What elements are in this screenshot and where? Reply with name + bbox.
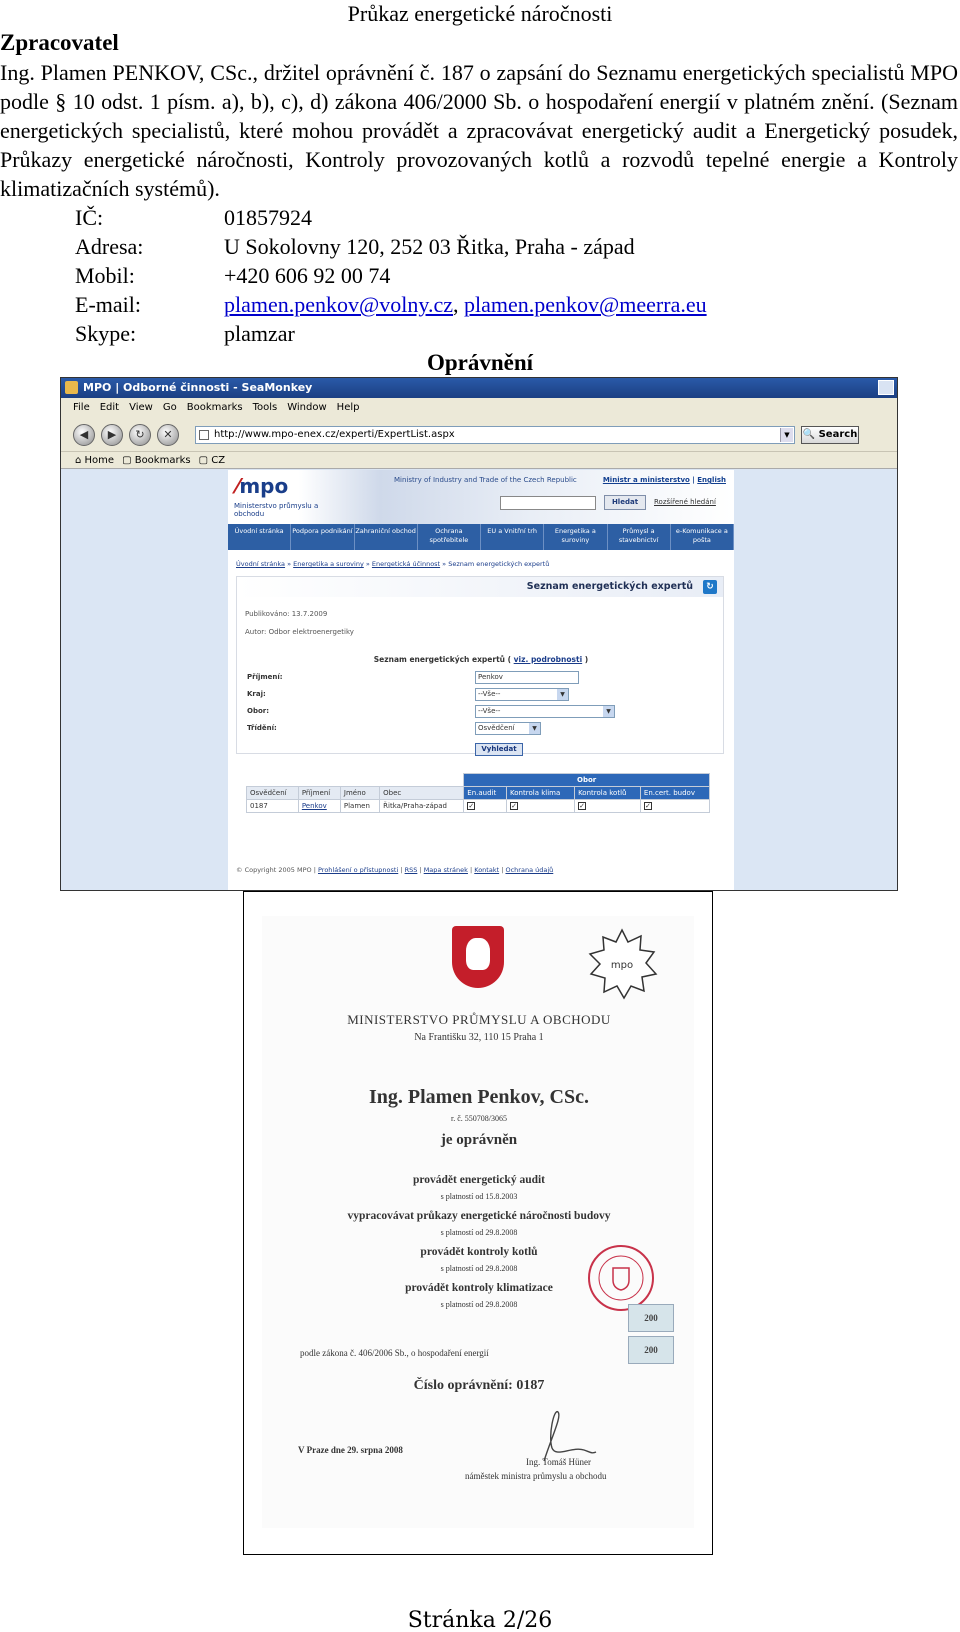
opravneni-heading: Oprávnění xyxy=(426,350,534,375)
crumb-sep-2: » xyxy=(363,560,372,568)
certificate-item: vypracovávat průkazy energetické náročnosti budovy xyxy=(347,1210,611,1222)
contact-ic xyxy=(75,203,707,232)
advanced-search-link[interactable]: Rozšířené hledání xyxy=(654,498,716,506)
box-title-text: Seznam energetických expertů xyxy=(526,581,693,592)
contact-block xyxy=(75,203,707,348)
checkbox-checked-icon: ✓ xyxy=(511,802,517,810)
table-group-header xyxy=(247,774,710,787)
contact-address xyxy=(75,232,707,261)
mpo-logo[interactable]: ⁄mpo xyxy=(236,474,289,498)
footer-link-rss[interactable]: RSS xyxy=(404,866,418,874)
footer-sep-1: | xyxy=(398,866,405,874)
mpo-seal-icon xyxy=(586,928,658,1000)
col-en-audit: En.audit xyxy=(464,787,507,800)
crumb-current: Seznam energetických expertů xyxy=(448,560,550,568)
browser-window-title: MPO | Odborné činnosti - SeaMonkey xyxy=(83,381,313,394)
bookmark-cz-label: CZ xyxy=(211,455,226,466)
certificate-validity: s platností od 29.8.2008 xyxy=(440,1300,518,1309)
site-footer xyxy=(236,866,553,874)
certificate-validity: s platností od 29.8.2008 xyxy=(440,1228,518,1237)
url-input[interactable] xyxy=(195,426,795,444)
document-header: Průkaz energetické náročnosti xyxy=(347,1,613,26)
footer-link-mapa[interactable]: Mapa stránek xyxy=(423,866,468,874)
url-text: http://www.mpo-enex.cz/experti/ExpertList.aspx xyxy=(214,428,455,440)
mobile-value: +420 606 92 00 74 xyxy=(224,263,391,288)
browser-menu-bar xyxy=(61,398,897,418)
footer-sep-4: | xyxy=(499,866,506,874)
checkbox-checked-icon: ✓ xyxy=(468,802,475,810)
bookmark-bookmarks-label: Bookmarks xyxy=(134,455,191,466)
browser-title-bar xyxy=(61,378,897,398)
nav-zahranicni[interactable]: Zahraniční obchod xyxy=(355,524,418,550)
footer-link-pristupnost[interactable]: Prohlášení o přístupnosti xyxy=(317,866,399,874)
top-links xyxy=(603,476,726,484)
vyhledat-button[interactable]: Vyhledat xyxy=(475,743,523,756)
author: Autor: Odbor elektroenergetiky xyxy=(245,628,354,636)
cell-obec: Řitka/Praha-západ xyxy=(380,800,464,813)
certificate-name: Ing. Plamen Penkov, CSc. xyxy=(368,1086,590,1108)
official-stamp-icon xyxy=(586,1243,656,1313)
bookmark-home-label: Home xyxy=(84,455,115,466)
certificate-date: V Praze dne 29. srpna 2008 xyxy=(298,1445,403,1455)
crumb-sep-3: » xyxy=(440,560,449,568)
certificate-image xyxy=(243,891,713,1555)
menu-tools[interactable]: Tools xyxy=(252,402,278,413)
kraj-value: --Vše-- xyxy=(478,690,501,698)
breadcrumb xyxy=(236,560,549,568)
crumb-uvodni[interactable]: Úvodní stránka xyxy=(236,560,286,568)
footer-link-ochrana[interactable]: Ochrana údajů xyxy=(505,866,554,874)
mpo-webpage xyxy=(228,470,734,891)
bookmarks-bar xyxy=(61,452,897,469)
page-number: Stránka 2/26 xyxy=(407,1608,553,1632)
app-icon xyxy=(65,381,78,394)
form-title-end: ) xyxy=(584,655,589,664)
browser-toolbar xyxy=(61,418,897,452)
col-prijmeni: Příjmení xyxy=(298,787,340,800)
checkbox-checked-icon: ✓ xyxy=(644,802,651,810)
box-title xyxy=(237,577,723,597)
certificate-item: provádět kontroly klimatizace xyxy=(405,1282,553,1294)
trideni-select[interactable] xyxy=(475,722,541,735)
certificate-authorized: je oprávněn xyxy=(440,1132,518,1148)
checkbox-checked-icon: ✓ xyxy=(579,802,585,810)
crumb-ucinnost[interactable]: Energetická účinnost xyxy=(371,560,441,568)
cell-osvedceni: 0187 xyxy=(247,800,299,813)
chevron-down-icon: ▼ xyxy=(603,706,614,717)
mobile-label: Mobil: xyxy=(75,263,135,288)
address-value: U Sokolovny 120, 252 03 Řitka, Praha - západ xyxy=(224,234,635,259)
certificate-address: Na Františku 32, 110 15 Praha 1 xyxy=(414,1032,544,1043)
col-osvedceni: Osvědčení xyxy=(247,787,299,800)
site-search-input[interactable] xyxy=(500,496,596,510)
tax-stamps xyxy=(628,1304,674,1368)
top-link-separator: | xyxy=(689,476,698,484)
footer-sep-3: | xyxy=(467,866,475,874)
certificate-law: podle zákona č. 406/2006 Sb., o hospodaření energií xyxy=(300,1348,489,1358)
forward-icon[interactable]: ▶ xyxy=(101,424,123,446)
prijmeni-label: Příjmení: xyxy=(247,673,283,681)
coat-of-arms-icon xyxy=(452,926,504,988)
nav-energetika[interactable]: Energetika a suroviny xyxy=(544,524,607,550)
menu-bookmarks[interactable]: Bookmarks xyxy=(186,402,243,413)
nav-ekomunikace[interactable]: e-Komunikace a pošta xyxy=(671,524,734,550)
copyright: © Copyright 2005 MPO | xyxy=(236,866,316,874)
url-dropdown-icon[interactable]: ▼ xyxy=(780,428,793,442)
reload-icon[interactable]: ↻ xyxy=(129,424,151,446)
menu-edit[interactable]: Edit xyxy=(99,402,120,413)
certificate-item: provádět kontroly kotlů xyxy=(420,1246,538,1258)
col-jmeno: Jméno xyxy=(340,787,379,800)
kraj-label: Kraj: xyxy=(247,690,266,698)
section-title: Zpracovatel xyxy=(0,30,119,55)
published-date: Publikováno: 13.7.2009 xyxy=(245,610,328,618)
certificate-signer-role: náměstek ministra průmyslu a obchodu xyxy=(465,1471,607,1481)
bookmark-home[interactable]: ⌂ Home xyxy=(75,455,115,466)
menu-file[interactable]: File xyxy=(73,402,90,413)
skype-label: Skype: xyxy=(75,321,137,346)
crumb-energetika[interactable]: Energetika a suroviny xyxy=(293,560,364,568)
bookmark-cz[interactable]: ▢ CZ xyxy=(198,455,226,466)
obor-label: Obor: xyxy=(247,707,270,715)
col-en-cert: En.cert. budov xyxy=(640,787,709,800)
publish-info xyxy=(245,605,354,641)
form-title-text: Seznam energetických expertů ( xyxy=(373,655,512,664)
crumb-sep-1: » xyxy=(285,560,294,568)
certificate-validity: s platností od 15.8.2003 xyxy=(440,1192,518,1201)
table-header xyxy=(247,787,710,800)
page-icon xyxy=(199,430,209,440)
mpo-logo-subtitle: Ministerstvo průmyslu a obchodu xyxy=(234,502,319,518)
certificate-paper xyxy=(262,916,694,1528)
kraj-select[interactable] xyxy=(475,688,569,701)
email-separator: , xyxy=(453,292,459,317)
nav-ochrana[interactable]: Ochrana spotřebitele xyxy=(418,524,481,550)
nav-uvodni[interactable]: Úvodní stránka xyxy=(228,524,291,550)
nav-prumysl[interactable]: Průmysl a stavebnictví xyxy=(608,524,671,550)
menu-help[interactable]: Help xyxy=(336,402,360,413)
svg-text:mpo: mpo xyxy=(610,960,634,971)
browser-search-button[interactable]: 🔍 Search xyxy=(801,426,859,444)
certificate-item: provádět energetický audit xyxy=(412,1174,546,1186)
col-kontrola-kotlu: Kontrola kotlů xyxy=(575,787,641,800)
col-obec: Obec xyxy=(380,787,464,800)
browser-search-label: Search xyxy=(818,428,858,440)
email-link-volny[interactable]: plamen.penkov@volny.cz xyxy=(224,292,453,317)
certificate-number: Číslo oprávnění: 0187 xyxy=(413,1378,545,1393)
footer-sep-2: | xyxy=(417,866,424,874)
table-header-spacer xyxy=(247,774,464,787)
refresh-icon[interactable]: ↻ xyxy=(703,580,717,594)
obor-value: --Vše-- xyxy=(478,707,501,715)
contact-skype xyxy=(75,319,707,348)
trideni-label: Třídění: xyxy=(247,724,277,732)
menu-go[interactable]: Go xyxy=(162,402,177,413)
certificate-signer: Ing. Tomáš Hüner xyxy=(526,1457,591,1467)
obor-select[interactable] xyxy=(475,705,615,718)
hledat-button[interactable]: Hledat xyxy=(604,495,646,510)
email-link-meerra[interactable]: plamen.penkov@meerra.eu xyxy=(464,292,707,317)
back-icon[interactable]: ◀ xyxy=(73,424,95,446)
obor-group-header: Obor xyxy=(464,774,710,787)
nav-podpora[interactable]: Podpora podnikání xyxy=(291,524,354,550)
mpo-logo-text: mpo xyxy=(239,474,289,498)
cell-prijmeni-link[interactable]: Penkov xyxy=(301,802,327,810)
chevron-down-icon: ▼ xyxy=(557,689,568,700)
skype-value: plamzar xyxy=(224,321,295,346)
tax-stamp: 200 xyxy=(628,1336,674,1364)
details-link[interactable]: viz. podrobnosti xyxy=(513,655,583,664)
menu-view[interactable]: View xyxy=(129,402,153,413)
tax-stamp: 200 xyxy=(628,1304,674,1332)
form-title xyxy=(237,655,725,664)
prijmeni-input[interactable]: Penkov xyxy=(475,671,579,684)
stop-icon[interactable]: ✕ xyxy=(157,424,179,446)
nav-eu[interactable]: EU a Vnitřní trh xyxy=(481,524,544,550)
link-ministr[interactable]: Ministr a ministerstvo xyxy=(602,476,690,484)
bookmark-bookmarks[interactable]: ▢ Bookmarks xyxy=(122,455,191,466)
mpo-banner xyxy=(228,470,734,524)
certificate-validity: s platností od 29.8.2008 xyxy=(440,1264,518,1273)
browser-screenshot xyxy=(60,377,898,891)
intro-paragraph: Ing. Plamen PENKOV, CSc., držitel oprávnění č. 187 o zapsání do Seznamu energetických specialistů MPO podle § 10 odst. 1 písm. a), b), c), d) zákona 406/2000 Sb. o hospodaření energií v platném znění. (Seznam energetických specialistů, které mohou provádět a zpracovávat energetický audit a Energetický posudek, Průkazy energetické náročnosti, Kontroly provozovaných kotlů a rozvodů tepelné energie a Kontroly klimatizačních systémů). xyxy=(0,60,958,201)
ic-value: 01857924 xyxy=(224,205,312,230)
link-english[interactable]: English xyxy=(697,476,726,484)
contact-email xyxy=(75,290,707,319)
ic-label: IČ: xyxy=(75,205,104,230)
minimize-icon[interactable] xyxy=(878,380,894,395)
contact-mobile xyxy=(75,261,707,290)
certificate-rc: r. č. 550708/3065 xyxy=(451,1114,507,1123)
address-label: Adresa: xyxy=(75,234,144,259)
certificate-ministry: MINISTERSTVO PRŮMYSLU A OBCHODU xyxy=(347,1012,611,1027)
trideni-value: Osvědčení xyxy=(478,724,515,732)
results-table xyxy=(246,773,710,813)
expert-list-box xyxy=(236,576,724,754)
cell-jmeno: Plamen xyxy=(340,800,379,813)
site-nav-bar xyxy=(228,524,734,550)
chevron-down-icon: ▼ xyxy=(529,723,540,734)
footer-link-kontakt[interactable]: Kontakt xyxy=(474,866,500,874)
col-kontrola-klima: Kontrola klima xyxy=(507,787,575,800)
table-row xyxy=(247,800,710,813)
menu-window[interactable]: Window xyxy=(287,402,327,413)
ministry-english-name: Ministry of Industry and Trade of the Czech Republic xyxy=(394,476,577,484)
email-label: E-mail: xyxy=(75,292,141,317)
